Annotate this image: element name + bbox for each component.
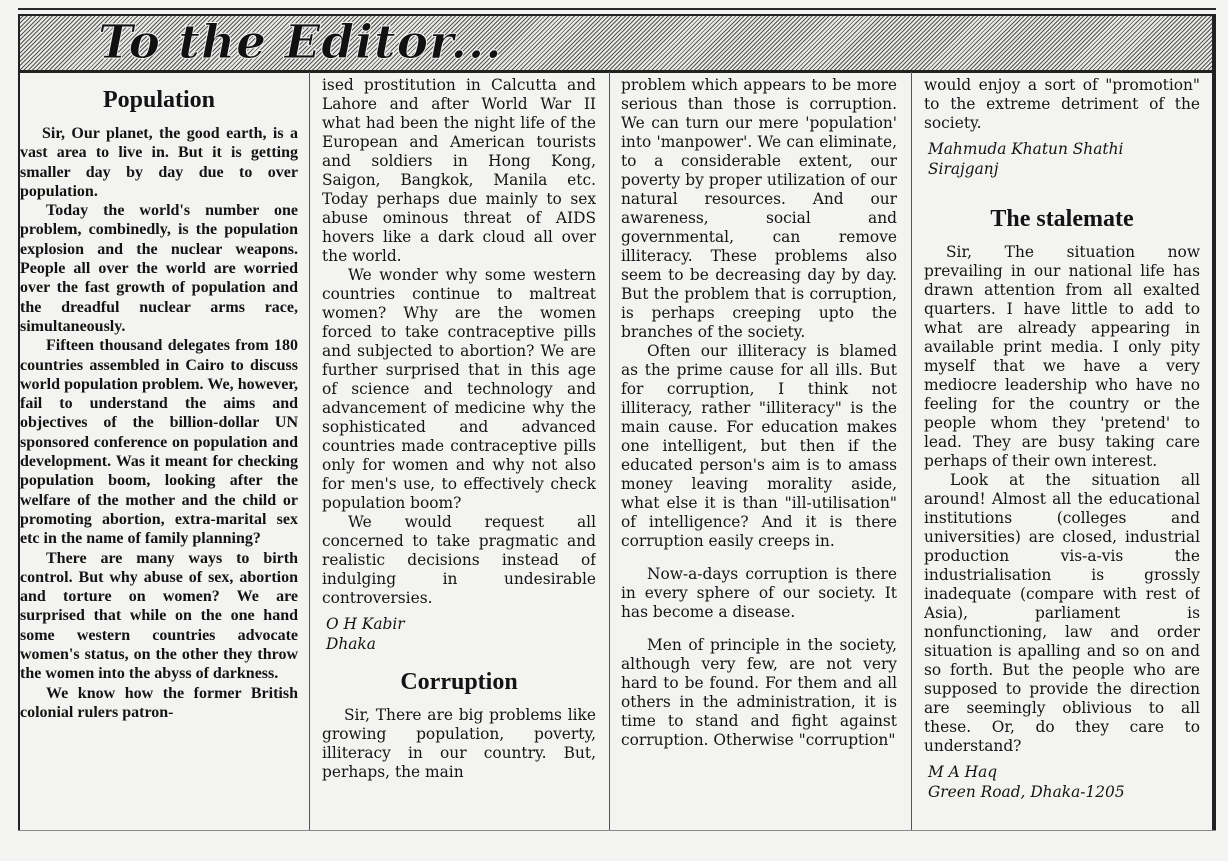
letter-signature [928,139,1200,179]
column-4 [924,76,1200,830]
signature-place: Dhaka [326,635,376,653]
column-1 [20,76,298,830]
letter-paragraph: Sir, The situation now prevailing in our national life has drawn attention from all exalted quarters. I have little to add to what are already appearing in available print media. I only pity myself that we have a very mediocre leadership who have no feeling for the country or the people whom they 'pretend' to lead. They are busy taking care perhaps of their own interest. [924,243,1200,470]
signature-name: O H Kabir [326,615,405,633]
paragraph-gap [621,551,897,565]
letter-heading-population: Population [102,87,216,113]
signature-name: Mahmuda Khatun Shathi [928,140,1124,158]
bottom-rule [18,830,1216,831]
letter-signature [326,614,596,654]
top-rule [18,8,1216,10]
column-divider [309,72,310,830]
letter-paragraph: Sir, Our planet, the good earth, is a vast area to live in. But it is getting smaller day by day due to over population. [20,125,298,200]
column-3 [621,76,897,830]
signature-place: Sirajganj [928,160,999,178]
letter-paragraph: Fifteen thousand delegates from 180 countries assembled in Cairo to discuss world population problem. We, however, fail to understand the aims and objectives of the billion-dollar UN sponsored conference on population and development. Was it meant for checking population boom, looking after the welfare of the mother and the child or promoting abortion, extra-marital sex etc in the name of family planning? [20,337,298,548]
letter-signature [928,762,1200,802]
letter-paragraph: We would request all concerned to take pragmatic and realistic decisions instead of indulging in undesirable controversies. [322,513,596,607]
letter-paragraph: Men of principle in the society, although very few, are not very hard to be found. For them and all others in the administration, it is time to stand and fight against corruption. Otherwise "corruption" [621,636,897,749]
letter-paragraph: Sir, There are big problems like growing population, poverty, illiteracy in our country. But, perhaps, the main [322,706,596,781]
letter-paragraph: Often our illiteracy is blamed as the prime cause for all ills. But for corruption, I think not illiteracy, rather "illiteracy" is the main cause. For education makes one intelligent, but then if the educated person's aim is to amass money leaving morality aside, what else it is than "ill-utilisation" of intelligence? And it is there corruption easily creeps in. [621,342,897,550]
letter-paragraph: Today the world's number one problem, combinedly, is the population explosion and the nuclear weapons. People all over the world are worried over the fast growth of population and the dreadful nuclear arms race, simultaneously. [20,202,298,335]
letter-paragraph: Look at the situation all around! Almost all the educational institutions (colleges and universities) are closed, industrial production vis-a-vis the industrialisation is grossly inadequate (compare with rest of Asia), parliament is nonfunctioning, law and order situation is apalling and so on and so forth. But the people who are supposed to provide the direction are seemingly oblivious to all these. Or, do they care to understand? [924,471,1200,755]
masthead-banner [18,14,1216,73]
letter-paragraph: Now-a-days corruption is there in every sphere of our society. It has become a disease. [621,565,897,621]
letter-paragraph: We wonder why some western countries continue to maltreat women? Why are the women forced to take contraceptive pills and subjected to abortion? We are further surprised that in this age of science and technology and advancement of medicine why the sophisticated and advanced countries made contraceptive pills only for women and why not also for men's use, to effectively check population boom? [322,266,596,512]
right-frame-rule [1212,14,1216,830]
letter-heading-corruption: Corruption [400,669,518,695]
letter-paragraph: problem which appears to be more serious than those is corruption. We can turn our mere 'population' into 'manpower'. We can eliminate, to a considerable extent, our poverty by proper utilization of our natural resources. And our awareness, social and governmental, can remove illiteracy. These problems also seem to be decreasing day by day. But the problem that is corruption, is perhaps creeping upto the branches of the society. [621,76,897,341]
column-divider [911,72,912,830]
column-2 [322,76,596,830]
paragraph-gap [621,622,897,636]
letter-paragraph: would enjoy a sort of "promotion" to the extreme detriment of the society. [924,76,1200,132]
masthead-title: To the Editor... [98,15,503,70]
letter-paragraph: ised prostitution in Calcutta and Lahore and after World War II what had been the night life of the European and American tourists and soldiers in Hong Kong, Saigon, Bangkok, Manila etc. Today perhaps due mainly to sex abuse ominous threat of AIDS hovers like a dark cloud all over the world. [322,76,596,265]
letter-heading-stalemate: The stalemate [990,206,1134,232]
column-divider [609,72,610,830]
signature-place: Green Road, Dhaka-1205 [928,783,1125,801]
letter-paragraph: We know how the former British colonial rulers patron- [20,684,298,721]
letter-paragraph: There are many ways to birth control. But why abuse of sex, abortion and torture on women? We are surprised that while on the one hand some western countries advocate women's status, on the other they throw the women into the abyss of darkness. [20,549,298,683]
signature-name: M A Haq [928,763,998,781]
